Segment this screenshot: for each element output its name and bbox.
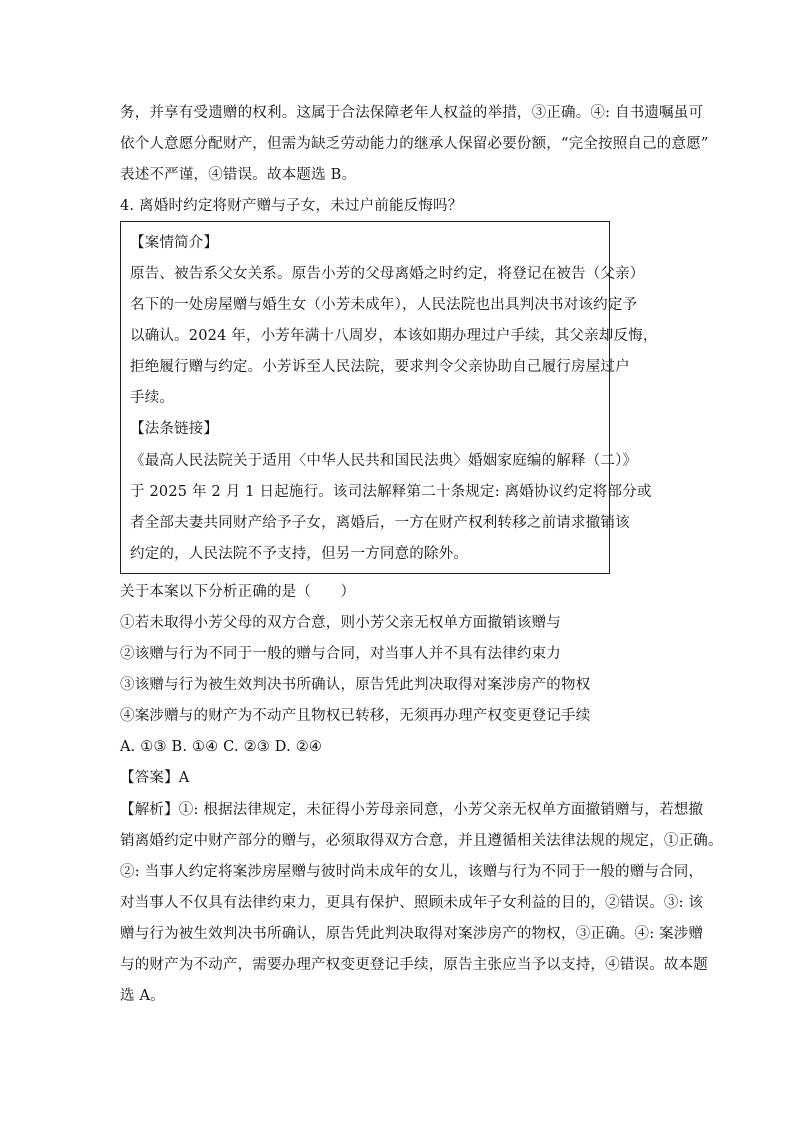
option-item: ①若未取得小芳父母的双方合意，则小芳父亲无权单方面撤销该赠与 xyxy=(120,615,561,631)
law-line: 者全部夫妻共同财产给予子女，离婚后，一方在财产权利转移之前请求撤销该 xyxy=(130,515,630,531)
answer-choices: A. ①③ B. ①④ C. ②③ D. ②④ xyxy=(120,739,323,755)
intro-line-2: 依个人意愿分配财产，但需为缺乏劳动能力的继承人保留必要份额，“完全按照自己的意愿” xyxy=(120,136,709,152)
intro-line-1: 务，并享有受遗赠的权利。这属于合法保障老年人权益的举措，③正确。④: 自书遗嘱虽可 xyxy=(120,105,704,121)
question-stem: 关于本案以下分析正确的是（ ） xyxy=(120,584,356,600)
question-title: 4. 离婚时约定将财产赠与子女，未过户前能反悔吗？ xyxy=(120,198,463,214)
intro-line-3: 表述不严谨，④错误。故本题选 B。 xyxy=(120,167,357,183)
option-item: ③该赠与行为被生效判决书所确认，原告凭此判决取得对案涉房产的物权 xyxy=(120,677,591,693)
analysis-line: ②: 当事人约定将案涉房屋赠与彼时尚未成年的女儿，该赠与行为不同于一般的赠与合同， xyxy=(120,864,704,880)
law-line: 约定的，人民法院不予支持，但另一方同意的除外。 xyxy=(130,546,469,562)
case-line: 原告、被告系父女关系。原告小芳的父母离婚之时约定，将登记在被告（父亲） xyxy=(130,266,645,282)
analysis-line: 选 A。 xyxy=(120,988,165,1004)
analysis-line: 对当事人不仅具有法律约束力，更具有保护、照顾未成年子女利益的目的，②错误。③: 该 xyxy=(120,895,704,911)
analysis-line: 赠与行为被生效判决书所确认，原告凭此判决取得对案涉房产的物权，③正确。④: 案涉赠 xyxy=(120,926,704,942)
option-item: ②该赠与行为不同于一般的赠与合同，对当事人并不具有法律约束力 xyxy=(120,646,561,662)
option-item: ④案涉赠与的财产为不动产且物权已转移，无须再办理产权变更登记手续 xyxy=(120,708,591,724)
law-line: 于 2025 年 2 月 1 日起施行。该司法解释第二十条规定: 离婚协议约定将部分或 xyxy=(130,484,652,500)
case-line: 拒绝履行赠与约定。小芳诉至人民法院，要求判令父亲协助自己履行房屋过户 xyxy=(130,359,630,375)
analysis-line: 销离婚约定中财产部分的赠与，必须取得双方合意，并且遵循相关法律法规的规定，①正确。 xyxy=(120,833,723,849)
answer-line: 【答案】A xyxy=(120,770,190,786)
case-heading: 【案情简介】 xyxy=(130,235,219,251)
analysis-line: 【解析】①: 根据法律规定，未征得小芳母亲同意，小芳父亲无权单方面撤销赠与，若想撤 xyxy=(120,802,704,818)
case-line: 以确认。2024 年，小芳年满十八周岁，本该如期办理过户手续，其父亲却反悔， xyxy=(130,328,658,344)
case-line: 名下的一处房屋赠与婚生女（小芳未成年），人民法院也出具判决书对该约定予 xyxy=(130,297,638,313)
analysis-line: 与的财产为不动产，需要办理产权变更登记手续，原告主张应当予以支持，④错误。故本题 xyxy=(120,957,708,973)
case-line: 手续。 xyxy=(130,390,175,406)
law-line: 《最高人民法院关于适用〈中华人民共和国民法典〉婚姻家庭编的解释（二）》 xyxy=(130,453,638,469)
law-heading: 【法条链接】 xyxy=(130,421,219,437)
